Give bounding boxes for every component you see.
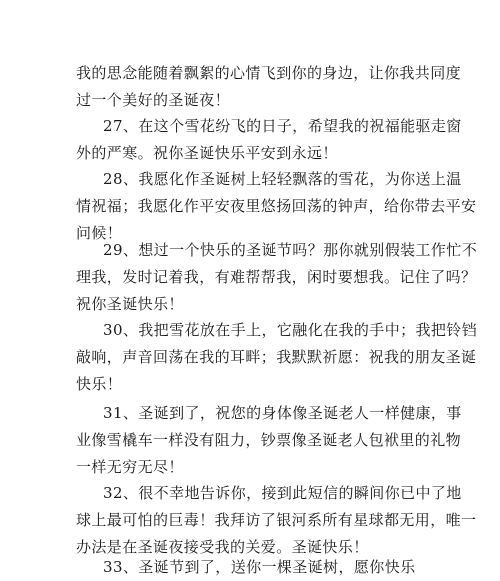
paragraph-32: [76, 480, 477, 561]
text-line: 球上最可怕的巨毒！我拜访了银河系所有星球都无用，唯一: [76, 511, 477, 529]
text-line: 33、圣诞节到了，送你一棵圣诞树，愿你快乐: [103, 558, 416, 576]
paragraph-29: [76, 237, 478, 318]
paragraph-31: [76, 400, 462, 481]
text-line: 情祝福；我愿化作平安夜里悠扬回荡的钟声，给你带去平安: [76, 197, 477, 215]
text-line: 敲响，声音回荡在我的耳畔；我默默祈愿：祝我的朋友圣诞: [76, 348, 477, 366]
text-line: 过一个美好的圣诞夜！: [76, 91, 231, 109]
text-line: 31、圣诞到了，祝您的身体像圣诞老人一样健康，事: [103, 404, 462, 422]
text-line: 29、想过一个快乐的圣诞节吗？那你就别假装工作忙不: [103, 241, 478, 259]
text-line: 快乐！: [76, 375, 123, 393]
text-line: 我的思念能随着飘絮的心情飞到你的身边，让你我共同度: [76, 64, 462, 82]
text-line: 32、很不幸地告诉你，接到此短信的瞬间你已中了地: [103, 484, 462, 502]
text-line: 30、我把雪花放在手上，它融化在我的手中；我把铃铛: [103, 321, 478, 339]
text-line: 27、在这个雪花纷飞的日子，希望我的祝福能驱走窗: [103, 117, 462, 135]
text-line: 外的严寒。祝你圣诞快乐平安到永远！: [76, 144, 338, 162]
paragraph-27: [76, 113, 462, 167]
paragraph-26-continued: [76, 60, 462, 114]
paragraph-30: [76, 317, 478, 398]
text-line: 办法是在圣诞夜接受我的关爱。圣诞快乐！: [76, 538, 369, 556]
text-line: 一样无穷无尽！: [76, 458, 184, 476]
partial-line-cutoff: [76, 556, 428, 576]
text-line: 问候！: [76, 224, 123, 242]
text-line: 祝你圣诞快乐！: [76, 295, 184, 313]
text-line: 理我，发时记着我，有难帮帮我，闲时要想我。记住了吗？: [76, 268, 477, 286]
text-line: 业像雪橇车一样没有阻力，钞票像圣诞老人包袱里的礼物: [76, 431, 462, 449]
paragraph-28: [76, 166, 477, 247]
text-line: 28、我愿化作圣诞树上轻轻飘落的雪花，为你送上温: [103, 170, 462, 188]
